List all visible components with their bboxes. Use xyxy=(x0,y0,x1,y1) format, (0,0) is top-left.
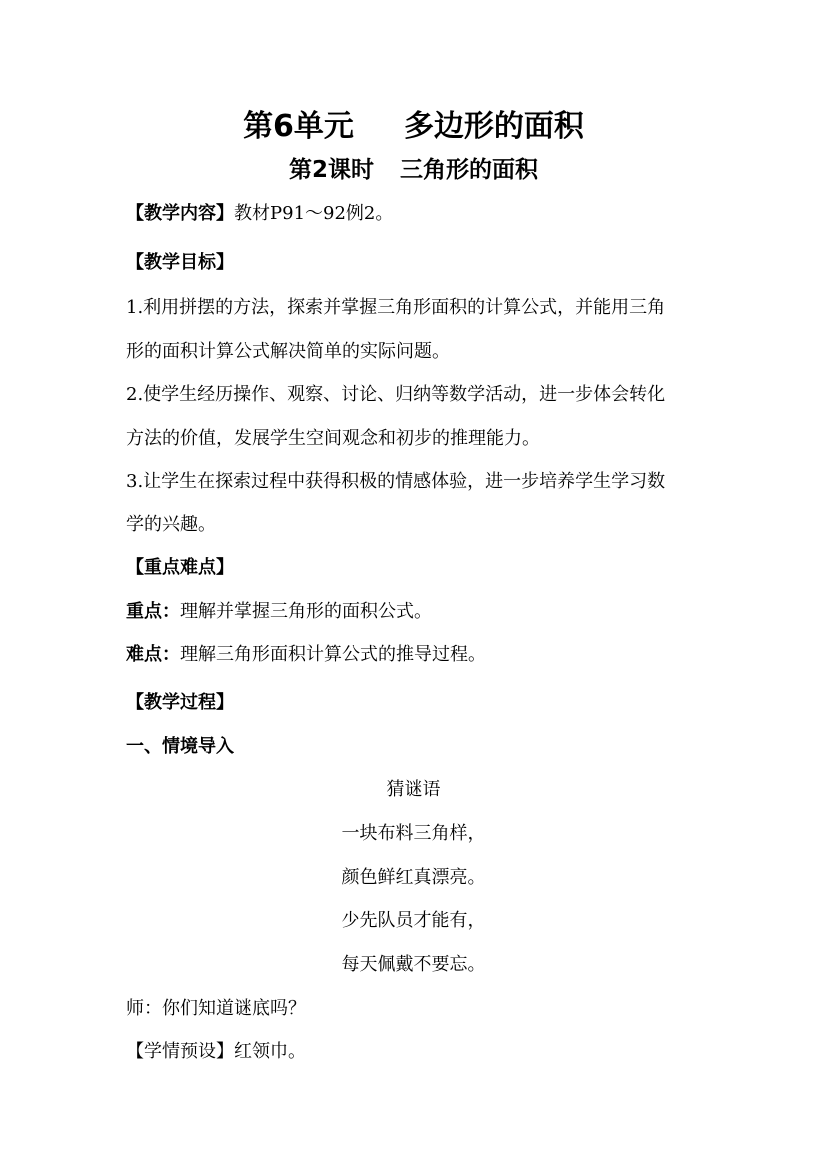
teacher-question: 师：你们知道谜底吗？ xyxy=(126,998,306,1019)
goal-2-line-2: 方法的价值，发展学生空间观念和初步的推理能力。 xyxy=(126,428,540,449)
key-point-label: 重点： xyxy=(126,601,180,622)
lesson-number: 第2课时 xyxy=(288,157,374,183)
unit-title xyxy=(0,101,827,145)
teaching-content-label: 【教学内容】 xyxy=(126,203,234,224)
key-point xyxy=(126,600,716,624)
key-points-heading: 【重点难点】 xyxy=(126,557,234,578)
teaching-content-text: 教材P91～92例2。 xyxy=(234,203,394,224)
unit-name: 多边形的面积 xyxy=(403,109,584,144)
section-1-heading: 一、情境导入 xyxy=(126,736,234,757)
key-point-text: 理解并掌握三角形的面积公式。 xyxy=(180,601,432,622)
lesson-name: 三角形的面积 xyxy=(400,157,538,183)
lesson-title xyxy=(0,151,827,184)
goal-2-line-1: 2.使学生经历操作、观察、讨论、归纳等数学活动，进一步体会转化 xyxy=(126,384,666,405)
riddle-title: 猜谜语 xyxy=(386,779,441,800)
goal-3-line-2: 学的兴趣。 xyxy=(126,514,216,535)
difficulty-point-text: 理解三角形面积计算公式的推导过程。 xyxy=(180,644,486,665)
teaching-goals-heading: 【教学目标】 xyxy=(126,252,234,273)
goal-1-line-1: 1.利用拼摆的方法，探索并掌握三角形面积的计算公式，并能用三角 xyxy=(126,297,666,318)
goal-3-line-1: 3.让学生在探索过程中获得积极的情感体验，进一步培养学生学习数 xyxy=(126,471,666,492)
riddle-line-3: 少先队员才能有， xyxy=(341,910,486,931)
riddle-line-2: 颜色鲜红真漂亮。 xyxy=(341,867,486,888)
riddle-line-4: 每天佩戴不要忘。 xyxy=(341,954,486,975)
difficulty-point xyxy=(126,643,716,667)
unit-number: 第6单元 xyxy=(243,109,354,144)
teaching-content xyxy=(126,202,716,226)
teaching-process-heading: 【教学过程】 xyxy=(126,692,234,713)
student-preset xyxy=(126,1040,716,1064)
riddle-line-1: 一块布料三角样， xyxy=(341,823,486,844)
difficulty-point-label: 难点： xyxy=(126,644,180,665)
student-preset-text: 红领巾。 xyxy=(234,1041,306,1062)
student-preset-label: 【学情预设】 xyxy=(126,1041,234,1062)
goal-1-line-2: 形的面积计算公式解决简单的实际问题。 xyxy=(126,341,450,362)
